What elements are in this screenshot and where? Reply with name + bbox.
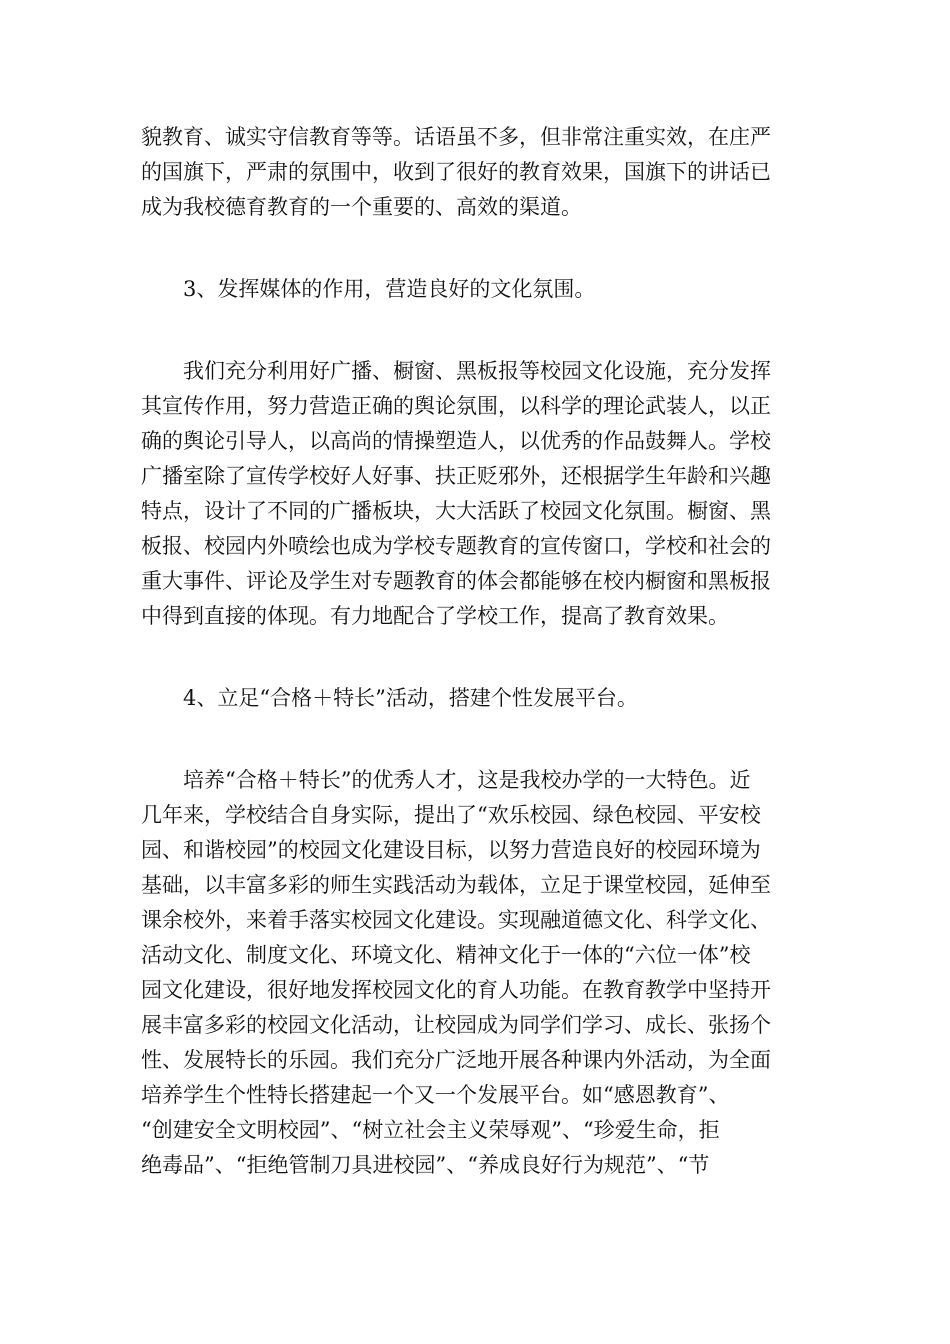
document-body (141, 120, 811, 1183)
text-line: 板报、校园内外喷绘也成为学校专题教育的宣传窗口，学校和社会的 (141, 534, 771, 558)
text-line: 确的舆论引导人，以高尚的情操塑造人，以优秀的作品鼓舞人。学校 (141, 429, 771, 453)
heading-line: 4、立足“合格＋特长”活动，搭建个性发展平台。 (141, 686, 638, 710)
text-line: 活动文化、制度文化、环境文化、精神文化于一体的“六位一体”校 (141, 943, 751, 967)
text-line: 性、发展特长的乐园。我们充分广泛地开展各种课内外活动，为全面 (141, 1048, 771, 1072)
text-line: 几年来，学校结合自身实际，提出了“欢乐校园、绿色校园、平安校 (141, 803, 761, 827)
paragraph-gap (141, 225, 811, 272)
heading-line: 3、发挥媒体的作用，营造良好的文化氛围。 (141, 277, 596, 301)
text-line: 展丰富多彩的校园文化活动，让校园成为同学们学习、成长、张扬个 (141, 1013, 771, 1037)
text-line: 广播室除了宣传学校好人好事、扶正贬邪外，还根据学生年龄和兴趣 (141, 464, 771, 488)
text-line: 貌教育、诚实守信教育等等。话语虽不多，但非常注重实效，在庄严 (141, 125, 771, 149)
paragraph-gap (141, 634, 811, 681)
text-line: 培养“合格＋特长”的优秀人才，这是我校办学的一大特色。近 (141, 768, 751, 792)
section-heading-4 (141, 681, 811, 716)
paragraph-talent (141, 763, 811, 1183)
text-line: 重大事件、评论及学生对专题教育的体会都能够在校内橱窗和黑板报 (141, 569, 771, 593)
paragraph-flag-speech (141, 120, 811, 225)
section-heading-3 (141, 272, 811, 307)
text-line: 园、和谐校园”的校园文化建设目标，以努力营造良好的校园环境为 (141, 838, 761, 862)
text-line: 绝毒品”、“拒绝管制刀具进校园”、“养成良好行为规范”、“节 (141, 1153, 710, 1177)
paragraph-gap (141, 716, 811, 763)
text-line: 的国旗下，严肃的氛围中，收到了很好的教育效果，国旗下的讲话已 (141, 160, 771, 184)
paragraph-media (141, 354, 811, 634)
text-line: 中得到直接的体现。有力地配合了学校工作，提高了教育效果。 (141, 604, 729, 628)
text-line: 基础，以丰富多彩的师生实践活动为载体，立足于课堂校园，延伸至 (141, 873, 771, 897)
text-line: 课余校外，来着手落实校园文化建设。实现融道德文化、科学文化、 (141, 908, 771, 932)
text-line: 其宣传作用，努力营造正确的舆论氛围，以科学的理论武装人，以正 (141, 394, 771, 418)
paragraph-gap (141, 307, 811, 354)
text-line: 特点，设计了不同的广播板块，大大活跃了校园文化氛围。橱窗、黑 (141, 499, 771, 523)
text-line: 培养学生个性特长搭建起一个又一个发展平台。如“感恩教育”、 (141, 1083, 730, 1107)
text-line: 我们充分利用好广播、橱窗、黑板报等校园文化设施，充分发挥 (141, 359, 771, 383)
text-line: “创建安全文明校园”、“树立社会主义荣辱观”、“珍爱生命，拒 (141, 1118, 720, 1142)
text-line: 成为我校德育教育的一个重要的、高效的渠道。 (141, 195, 582, 219)
text-line: 园文化建设，很好地发挥校园文化的育人功能。在教育教学中坚持开 (141, 978, 771, 1002)
